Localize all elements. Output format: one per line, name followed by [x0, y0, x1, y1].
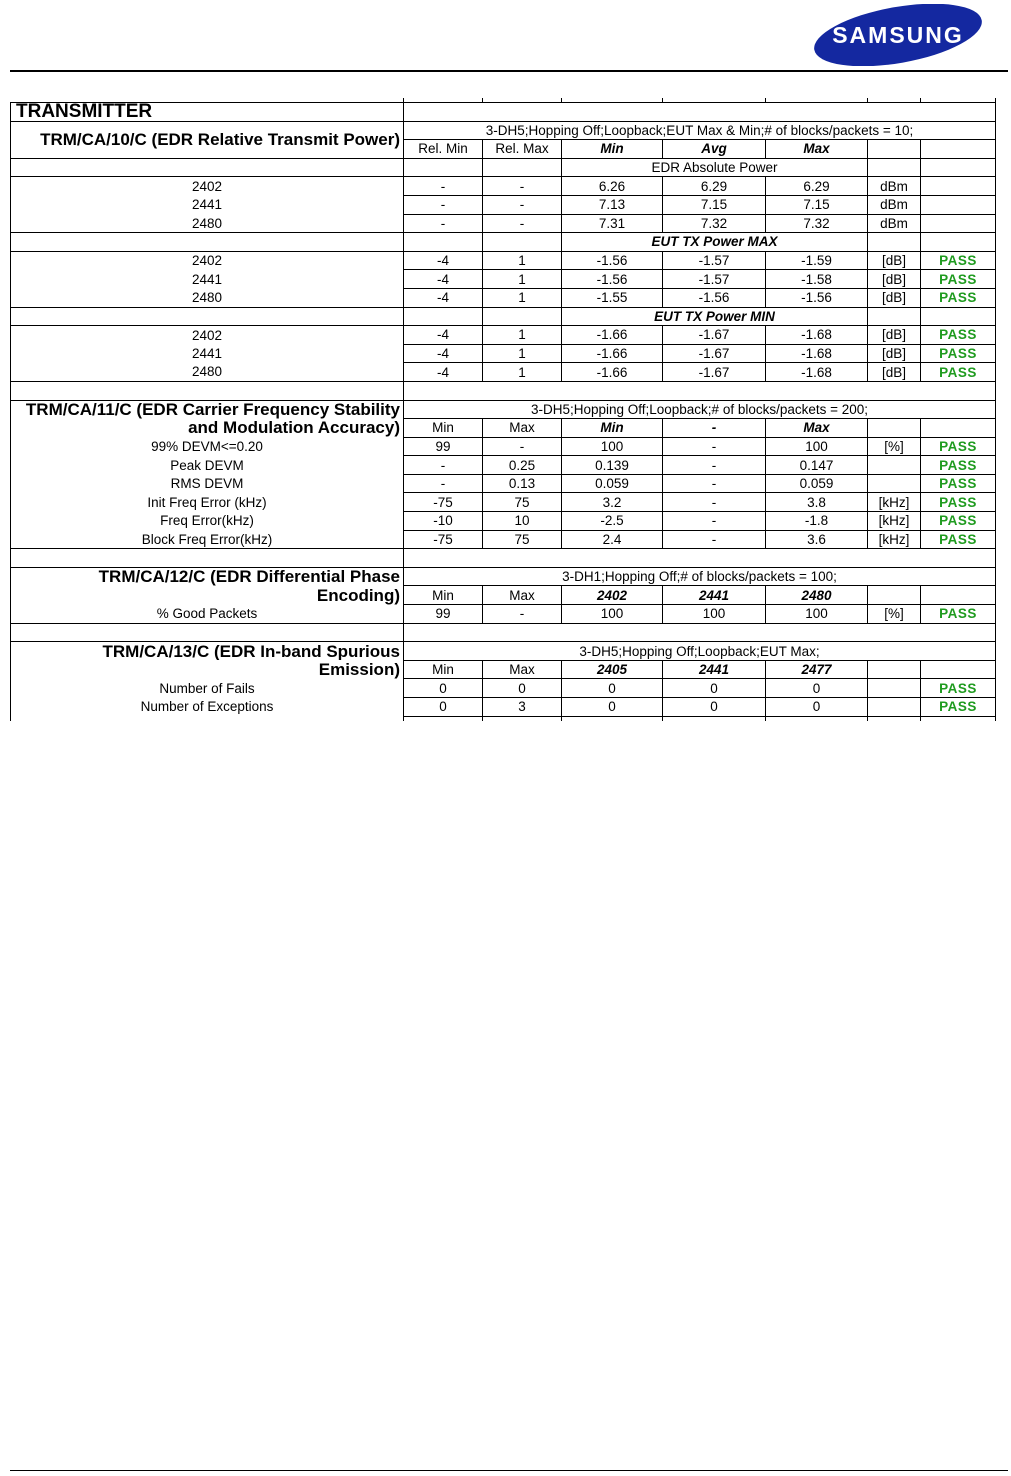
unit: [dB]: [868, 326, 921, 345]
result-badge: PASS: [921, 363, 996, 382]
unit: [868, 698, 921, 717]
value-1: 3.2: [562, 493, 663, 512]
unit: [868, 456, 921, 475]
s11-conditions: 3-DH5;Hopping Off;Loopback;# of blocks/packets = 200;: [404, 400, 996, 419]
value-3: -1.8: [766, 512, 868, 531]
row-label: 2402: [11, 177, 404, 196]
col-header: 2441: [663, 586, 766, 605]
samsung-logo-text: SAMSUNG: [832, 22, 964, 48]
limit-min: -4: [404, 363, 483, 382]
value-3: 0.147: [766, 456, 868, 475]
row-label: RMS DEVM: [11, 474, 404, 493]
value-3: 0: [766, 679, 868, 698]
value-3: 3.8: [766, 493, 868, 512]
result-badge: PASS: [921, 437, 996, 456]
transmitter-title: TRANSMITTER: [11, 103, 404, 122]
col-header: Min: [562, 140, 663, 159]
s11-title-line1: TRM/CA/11/C (EDR Carrier Frequency Stability: [11, 400, 404, 419]
limit-max: -: [483, 195, 562, 214]
result-badge: PASS: [921, 326, 996, 345]
unit: [kHz]: [868, 493, 921, 512]
value-3: -1.59: [766, 251, 868, 270]
value-2: 7.32: [663, 214, 766, 233]
value-2: -1.67: [663, 344, 766, 363]
table-row: [11, 177, 996, 196]
col-header: 2480: [766, 586, 868, 605]
table-row: [11, 642, 996, 661]
unit: [dB]: [868, 344, 921, 363]
table-row: [11, 512, 996, 531]
limit-min: -4: [404, 326, 483, 345]
value-2: -1.56: [663, 288, 766, 307]
limit-max: -: [483, 437, 562, 456]
col-header: Max: [766, 419, 868, 438]
col-header: Min: [404, 586, 483, 605]
value-1: -1.66: [562, 344, 663, 363]
col-header: Max: [483, 660, 562, 679]
value-1: -1.56: [562, 270, 663, 289]
value-3: 3.6: [766, 530, 868, 549]
result-badge: [921, 195, 996, 214]
value-1: 0: [562, 679, 663, 698]
limit-max: 0.25: [483, 456, 562, 475]
value-2: 7.15: [663, 195, 766, 214]
col-header: -: [663, 419, 766, 438]
row-label: Number of Fails: [11, 679, 404, 698]
s13-title-line2: Emission): [11, 660, 404, 679]
limit-min: -: [404, 214, 483, 233]
unit: [kHz]: [868, 512, 921, 531]
limit-max: 1: [483, 288, 562, 307]
value-3: 7.15: [766, 195, 868, 214]
value-2: 6.29: [663, 177, 766, 196]
col-header: 2402: [562, 586, 663, 605]
result-badge: PASS: [921, 605, 996, 624]
value-2: -1.67: [663, 363, 766, 382]
unit: [dB]: [868, 270, 921, 289]
table-row: [11, 326, 996, 345]
value-2: -: [663, 493, 766, 512]
table-row: [11, 251, 996, 270]
value-1: -1.56: [562, 251, 663, 270]
table-row: [11, 363, 996, 382]
limit-min: -: [404, 177, 483, 196]
result-badge: PASS: [921, 270, 996, 289]
limit-max: 75: [483, 493, 562, 512]
s12-title-line2: Encoding): [11, 586, 404, 605]
result-badge: PASS: [921, 530, 996, 549]
value-2: -: [663, 474, 766, 493]
s13-title-line1: TRM/CA/13/C (EDR In-band Spurious: [11, 642, 404, 661]
col-header: 2477: [766, 660, 868, 679]
value-2: 0: [663, 679, 766, 698]
result-badge: PASS: [921, 493, 996, 512]
limit-max: 1: [483, 344, 562, 363]
limit-min: -75: [404, 530, 483, 549]
row-label: 2441: [11, 270, 404, 289]
row-label: 2480: [11, 363, 404, 382]
limit-min: -10: [404, 512, 483, 531]
value-2: -1.57: [663, 270, 766, 289]
col-header: Max: [766, 140, 868, 159]
row-label: Peak DEVM: [11, 456, 404, 475]
table-row: [11, 530, 996, 549]
limit-min: -75: [404, 493, 483, 512]
table-row: [11, 214, 996, 233]
unit: [dB]: [868, 251, 921, 270]
limit-min: 0: [404, 679, 483, 698]
table-row: [11, 344, 996, 363]
limit-max: 0: [483, 679, 562, 698]
limit-max: 10: [483, 512, 562, 531]
limit-max: -: [483, 605, 562, 624]
value-1: 0.139: [562, 456, 663, 475]
spacer-row: [11, 623, 996, 642]
row-label: 2480: [11, 288, 404, 307]
unit: [868, 679, 921, 698]
table-row: [11, 195, 996, 214]
limit-min: -4: [404, 270, 483, 289]
value-3: 0: [766, 698, 868, 717]
result-badge: PASS: [921, 288, 996, 307]
col-header: Max: [483, 586, 562, 605]
result-badge: PASS: [921, 679, 996, 698]
footer-rule: [10, 1470, 1008, 1471]
header-rule: [10, 70, 1008, 72]
value-2: -1.67: [663, 326, 766, 345]
limit-max: -: [483, 214, 562, 233]
value-1: 100: [562, 437, 663, 456]
limit-min: -4: [404, 344, 483, 363]
table-row: [11, 121, 996, 140]
limit-min: 99: [404, 605, 483, 624]
group-title: EDR Absolute Power: [562, 158, 868, 177]
unit: [dB]: [868, 363, 921, 382]
limit-min: -4: [404, 251, 483, 270]
group-row: [11, 307, 996, 326]
value-1: -1.55: [562, 288, 663, 307]
value-3: 100: [766, 605, 868, 624]
result-badge: PASS: [921, 474, 996, 493]
table-bottom-stub: [11, 716, 996, 721]
col-header: 2405: [562, 660, 663, 679]
limit-min: -: [404, 456, 483, 475]
col-header: Max: [483, 419, 562, 438]
s10-conditions: 3-DH5;Hopping Off;Loopback;EUT Max & Min;# of blocks/packets = 10;: [404, 121, 996, 140]
unit: [kHz]: [868, 530, 921, 549]
s12-header-row: [11, 586, 996, 605]
limit-min: -4: [404, 288, 483, 307]
value-2: 0: [663, 698, 766, 717]
result-badge: [921, 214, 996, 233]
value-2: -: [663, 437, 766, 456]
s11-title-line2: and Modulation Accuracy): [11, 419, 404, 438]
limit-max: 0.13: [483, 474, 562, 493]
col-header: Rel. Max: [483, 140, 562, 159]
value-3: 0.059: [766, 474, 868, 493]
result-badge: [921, 177, 996, 196]
limit-max: 75: [483, 530, 562, 549]
row-label: 99% DEVM<=0.20: [11, 437, 404, 456]
value-2: -1.57: [663, 251, 766, 270]
limit-max: 1: [483, 326, 562, 345]
spacer-row: [11, 381, 996, 400]
limit-max: 1: [483, 251, 562, 270]
value-1: 6.26: [562, 177, 663, 196]
unit: dBm: [868, 214, 921, 233]
value-1: -1.66: [562, 326, 663, 345]
unit: [868, 474, 921, 493]
row-label: Freq Error(kHz): [11, 512, 404, 531]
limit-min: 99: [404, 437, 483, 456]
value-1: -1.66: [562, 363, 663, 382]
s13-header-row: [11, 660, 996, 679]
row-label: Number of Exceptions: [11, 698, 404, 717]
table-row: [11, 679, 996, 698]
result-badge: PASS: [921, 251, 996, 270]
s13-conditions: 3-DH5;Hopping Off;Loopback;EUT Max;: [404, 642, 996, 661]
value-2: 100: [663, 605, 766, 624]
test-results-sheet: [10, 98, 996, 721]
s12-title-line1: TRM/CA/12/C (EDR Differential Phase: [11, 567, 404, 586]
col-header: Rel. Min: [404, 140, 483, 159]
value-1: 2.4: [562, 530, 663, 549]
table-row: [11, 270, 996, 289]
unit: [dB]: [868, 288, 921, 307]
s10-title: TRM/CA/10/C (EDR Relative Transmit Power): [11, 121, 404, 158]
row-label: % Good Packets: [11, 605, 404, 624]
col-header: Avg: [663, 140, 766, 159]
limit-max: 1: [483, 363, 562, 382]
value-3: -1.68: [766, 326, 868, 345]
limit-min: -: [404, 195, 483, 214]
results-table: [10, 98, 996, 721]
value-3: 7.32: [766, 214, 868, 233]
value-1: 100: [562, 605, 663, 624]
row-label: 2441: [11, 344, 404, 363]
limit-max: 1: [483, 270, 562, 289]
spacer-row: [11, 549, 996, 568]
table-row: [11, 474, 996, 493]
value-3: 100: [766, 437, 868, 456]
limit-max: 3: [483, 698, 562, 717]
value-3: -1.68: [766, 344, 868, 363]
value-2: -: [663, 530, 766, 549]
value-3: 6.29: [766, 177, 868, 196]
unit: dBm: [868, 195, 921, 214]
table-row: [11, 698, 996, 717]
unit: dBm: [868, 177, 921, 196]
col-header: 2441: [663, 660, 766, 679]
value-3: -1.68: [766, 363, 868, 382]
value-1: 7.31: [562, 214, 663, 233]
col-header: Min: [404, 660, 483, 679]
value-1: 7.13: [562, 195, 663, 214]
value-1: -2.5: [562, 512, 663, 531]
result-badge: PASS: [921, 698, 996, 717]
result-badge: PASS: [921, 344, 996, 363]
table-row: [11, 456, 996, 475]
table-row: [11, 493, 996, 512]
s11-header-row: [11, 419, 996, 438]
value-1: 0: [562, 698, 663, 717]
row-label: Init Freq Error (kHz): [11, 493, 404, 512]
s12-conditions: 3-DH1;Hopping Off;# of blocks/packets = 100;: [404, 567, 996, 586]
unit: [%]: [868, 605, 921, 624]
group-row: [11, 233, 996, 252]
group-row: [11, 158, 996, 177]
result-badge: PASS: [921, 512, 996, 531]
row-label: 2402: [11, 251, 404, 270]
limit-max: -: [483, 177, 562, 196]
col-header: Min: [404, 419, 483, 438]
limit-min: -: [404, 474, 483, 493]
value-1: 0.059: [562, 474, 663, 493]
value-3: -1.58: [766, 270, 868, 289]
result-badge: PASS: [921, 456, 996, 475]
row-label: 2402: [11, 326, 404, 345]
value-3: -1.56: [766, 288, 868, 307]
row-label: 2480: [11, 214, 404, 233]
limit-min: 0: [404, 698, 483, 717]
samsung-logo: [812, 4, 984, 66]
value-2: -: [663, 512, 766, 531]
unit: [%]: [868, 437, 921, 456]
table-row: [11, 567, 996, 586]
col-header: Min: [562, 419, 663, 438]
row-label: Block Freq Error(kHz): [11, 530, 404, 549]
table-row: [11, 605, 996, 624]
table-row: [11, 103, 996, 122]
table-row: [11, 288, 996, 307]
table-row: [11, 437, 996, 456]
group-title: EUT TX Power MIN: [562, 307, 868, 326]
table-row: [11, 400, 996, 419]
value-2: -: [663, 456, 766, 475]
row-label: 2441: [11, 195, 404, 214]
group-title: EUT TX Power MAX: [562, 233, 868, 252]
